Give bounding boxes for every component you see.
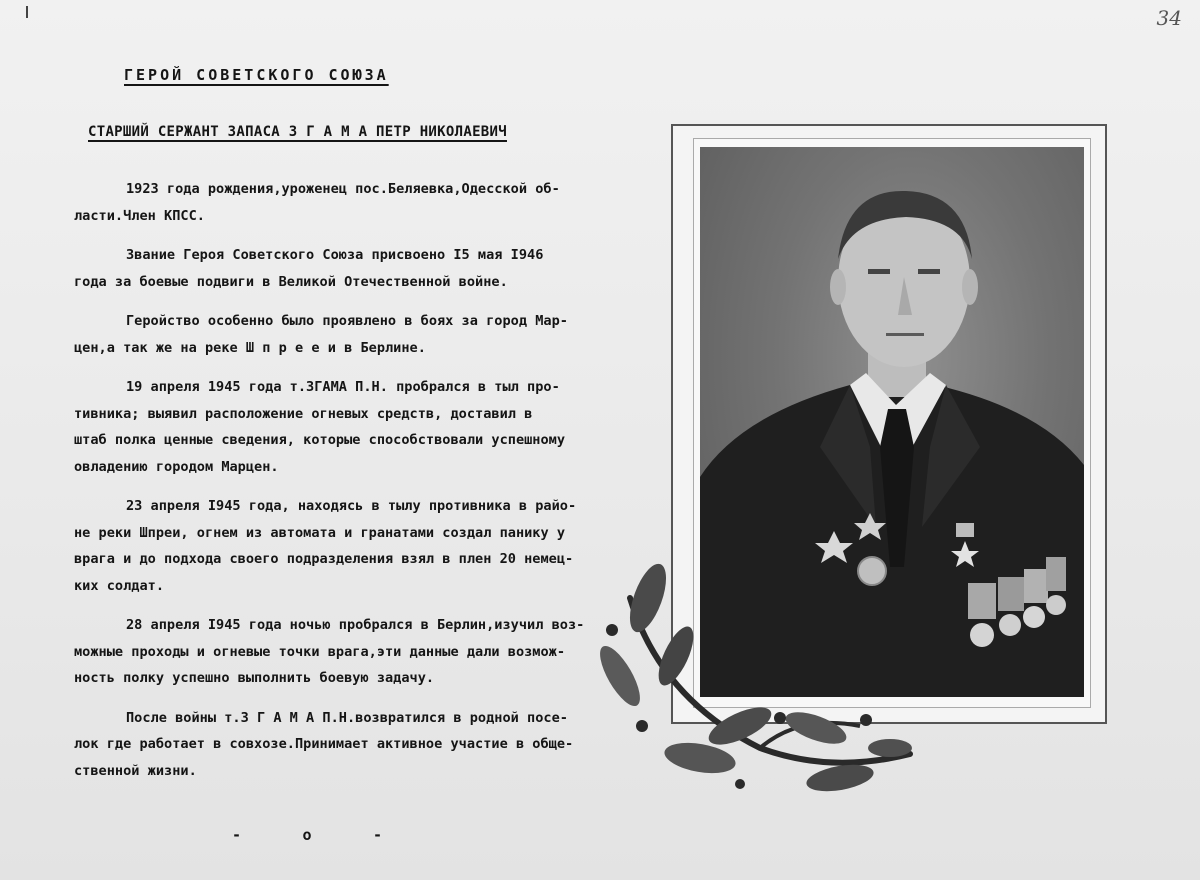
- paragraph-april-28: [74, 612, 610, 692]
- paragraph-after-war: [74, 705, 610, 785]
- text-line: лок где работает в совхозе.Принимает активное участие в обще-: [74, 736, 574, 752]
- corner-mark: [26, 6, 28, 18]
- text-line: Геройство особенно было проявлено в боях за город Мар-: [126, 313, 568, 329]
- text-line: врага и до подхода своего подразделения взял в плен 20 немец-: [74, 551, 574, 567]
- text-line: можные проходы и огневые точки врага,эти данные дали возмож-: [74, 643, 566, 660]
- text-line: года за боевые подвиги в Великой Отечественной войне.: [74, 273, 508, 290]
- document-title: ГЕРОЙ СОВЕТСКОГО СОЮЗА: [124, 66, 389, 84]
- text-line: После войны т.З Г А М А П.Н.возвратился в родной посе-: [126, 709, 568, 726]
- text-line: 19 апреля 1945 года т.ЗГАМА П.Н. пробрался в тыл про-: [126, 379, 560, 395]
- paragraph-birth: [74, 176, 610, 229]
- text-line: ких солдат.: [74, 577, 165, 594]
- text-line: штаб полка ценные сведения, которые способствовали успешному: [74, 432, 566, 448]
- text-line: тивника; выявил расположение огневых средств, доставил в: [74, 405, 533, 422]
- text-line: ность полку успешно выполнить боевую задачу.: [74, 670, 435, 686]
- text-line: 23 апреля I945 года, находясь в тылу противника в райо-: [126, 498, 577, 514]
- person-heading: СТАРШИЙ СЕРЖАНТ ЗАПАСА З Г А М А ПЕТР НИКОЛАЕВИЧ: [88, 124, 507, 140]
- text-line: 1923 года рождения,уроженец пос.Беляевка,Одесской об-: [126, 181, 560, 197]
- laurel-branch-icon: [590, 558, 920, 808]
- medal-4: [1046, 595, 1066, 615]
- end-mark: [232, 826, 382, 844]
- medal-2: [999, 614, 1021, 636]
- eye-right: [918, 269, 940, 274]
- medal-ribbon-2: [998, 577, 1024, 611]
- paragraph-heroism: [74, 308, 610, 361]
- biography-text: [74, 176, 610, 797]
- medal-ribbon-1: [968, 583, 996, 619]
- text-line: ласти.Член КПСС.: [74, 207, 205, 224]
- paragraph-april-19: [74, 374, 610, 480]
- ear-left: [830, 269, 846, 305]
- medal-ribbon-3: [1024, 569, 1048, 603]
- text-line: овладению городом Марцен.: [74, 458, 279, 475]
- medal-1: [970, 623, 994, 647]
- text-line: Звание Героя Советского Союза присвоено I5 мая I946: [126, 247, 544, 263]
- eye-left: [868, 269, 890, 274]
- end-mark-dash-left: -: [232, 826, 242, 844]
- text-line: цен,а так же на реке Ш п р е е и в Берлине.: [74, 339, 426, 356]
- gold-star-ribbon: [956, 523, 974, 537]
- end-mark-circle: o: [302, 826, 312, 844]
- end-mark-dash-right: -: [372, 826, 382, 844]
- paragraph-award: [74, 242, 610, 295]
- mouth: [886, 333, 924, 336]
- text-line: не реки Шпреи, огнем из автомата и гранатами создал панику у: [74, 524, 566, 541]
- page-number: 34: [1156, 6, 1182, 30]
- medal-ribbon-4: [1046, 557, 1066, 591]
- paragraph-april-23: [74, 493, 610, 599]
- text-line: ственной жизни.: [74, 762, 197, 779]
- medal-3: [1023, 606, 1045, 628]
- ear-right: [962, 269, 978, 305]
- text-line: 28 апреля I945 года ночью пробрался в Берлин,изучил воз-: [126, 617, 585, 633]
